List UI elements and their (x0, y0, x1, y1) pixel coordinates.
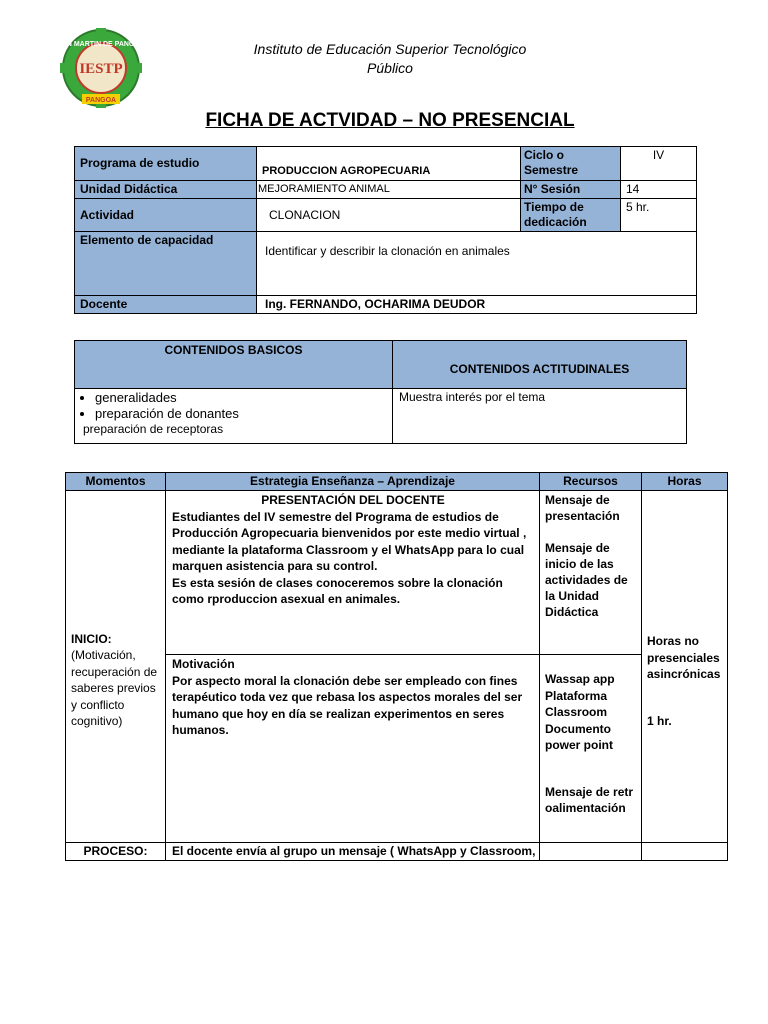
ciclo-label: Ciclo o Semestre (521, 147, 621, 181)
contenidos-actitudinales-value: Muestra interés por el tema (393, 389, 687, 444)
motivacion-text: Por aspecto moral la clonación debe ser empleado con fines terapéutico toda vez que rebasa los aspectos morales del ser humano que hoy en día se realizan experimentos en seres humanos. (172, 673, 523, 737)
elemento-label: Elemento de capacidad (75, 232, 257, 296)
horas-value: 1 hr. (647, 713, 672, 728)
list-item: • preparación de donantes (95, 406, 390, 422)
horas-cell (642, 491, 728, 843)
programa-value: PRODUCCION AGROPECUARIA (257, 147, 521, 181)
inicio-label: INICIO: (71, 632, 112, 647)
presentacion-cell (166, 491, 540, 655)
actividad-value: CLONACION (257, 199, 521, 232)
recursos-header: Recursos (540, 473, 642, 491)
momentos-header: Momentos (66, 473, 166, 491)
programa-label: Programa de estudio (75, 147, 257, 181)
horas-text: Horas no presenciales asincrónicas (647, 634, 721, 681)
proceso-recursos (540, 843, 642, 861)
sesion-label: N° Sesión (521, 181, 621, 199)
contenidos-basicos-header: CONTENIDOS BASICOS (75, 341, 393, 389)
contenidos-actitudinales-header: CONTENIDOS ACTITUDINALES (393, 341, 687, 389)
proceso-text: El docente envía al grupo un mensaje ( WhatsApp y Classroom, (166, 843, 540, 861)
unidad-value: MEJORAMIENTO ANIMAL (257, 181, 521, 199)
list-item: preparación de receptoras (83, 422, 224, 436)
recurso-mensaje-inicio: Mensaje de inicio de las actividades de la Unidad Didáctica (545, 541, 628, 619)
actividad-label: Actividad (75, 199, 257, 232)
institute-logo (52, 28, 150, 108)
sesion-value: 14 (621, 181, 697, 199)
presentacion-text: Estudiantes del IV semestre del Programa de estudios de Producción Agropecuaria bienvenidos por este medio virtual , mediante la plataforma Classroom y el WhatsApp para lo cual marquen asistencia para su control. (172, 509, 527, 573)
institute-name-line1: Instituto de Educación Superior Tecnológico (253, 41, 527, 57)
page-title: FICHA DE ACTVIDAD – NO PRESENCIAL (205, 110, 575, 131)
recursos-cell-1 (540, 491, 642, 655)
tiempo-label: Tiempo de dedicación (521, 199, 621, 232)
logo-center-text: IESTP (79, 61, 123, 77)
momentos-table (65, 472, 728, 861)
info-table (74, 146, 697, 314)
tiempo-value: 5 hr. (621, 199, 697, 232)
inicio-description: (Motivación, recuperación de saberes previos y conflicto cognitivo) (71, 648, 158, 729)
recurso-mensaje-presentacion: Mensaje de presentación (545, 493, 620, 523)
ciclo-value: IV (621, 147, 697, 181)
presentacion-title: PRESENTACIÓN DEL DOCENTE (261, 493, 445, 507)
docente-value: Ing. FERNANDO, OCHARIMA DEUDOR (257, 296, 697, 314)
list-item: • generalidades (95, 390, 390, 406)
proceso-label: PROCESO: (66, 843, 166, 861)
unidad-label: Unidad Didáctica (75, 181, 257, 199)
horas-header: Horas (642, 473, 728, 491)
docente-label: Docente (75, 296, 257, 314)
contenidos-basicos-list (75, 389, 393, 444)
recurso-whatsapp: Wassap app (545, 672, 615, 686)
logo-ring-text: SAN MARTIN DE PANGOA (57, 41, 145, 48)
proceso-horas (642, 843, 728, 861)
presentacion-text-2: Es esta sesión de clases conoceremos sobre la clonación como rproduccion asexual en animales. (172, 575, 503, 606)
elemento-value: Identificar y describir la clonación en animales (257, 232, 697, 296)
inicio-cell (66, 491, 166, 843)
motivacion-cell (166, 655, 540, 843)
recurso-retroalimentacion: Mensaje de retroalimentación (545, 784, 634, 815)
institute-name-line2: Público (367, 60, 413, 76)
motivacion-title: Motivación (172, 657, 235, 671)
recurso-powerpoint: Documento power point (545, 721, 613, 752)
estrategia-header: Estrategia Enseñanza – Aprendizaje (166, 473, 540, 491)
contenidos-table (74, 340, 687, 444)
recursos-cell-2 (540, 655, 642, 843)
logo-banner-text: PANGOA (85, 97, 117, 104)
recurso-classroom: Plataforma Classroom (545, 688, 608, 719)
